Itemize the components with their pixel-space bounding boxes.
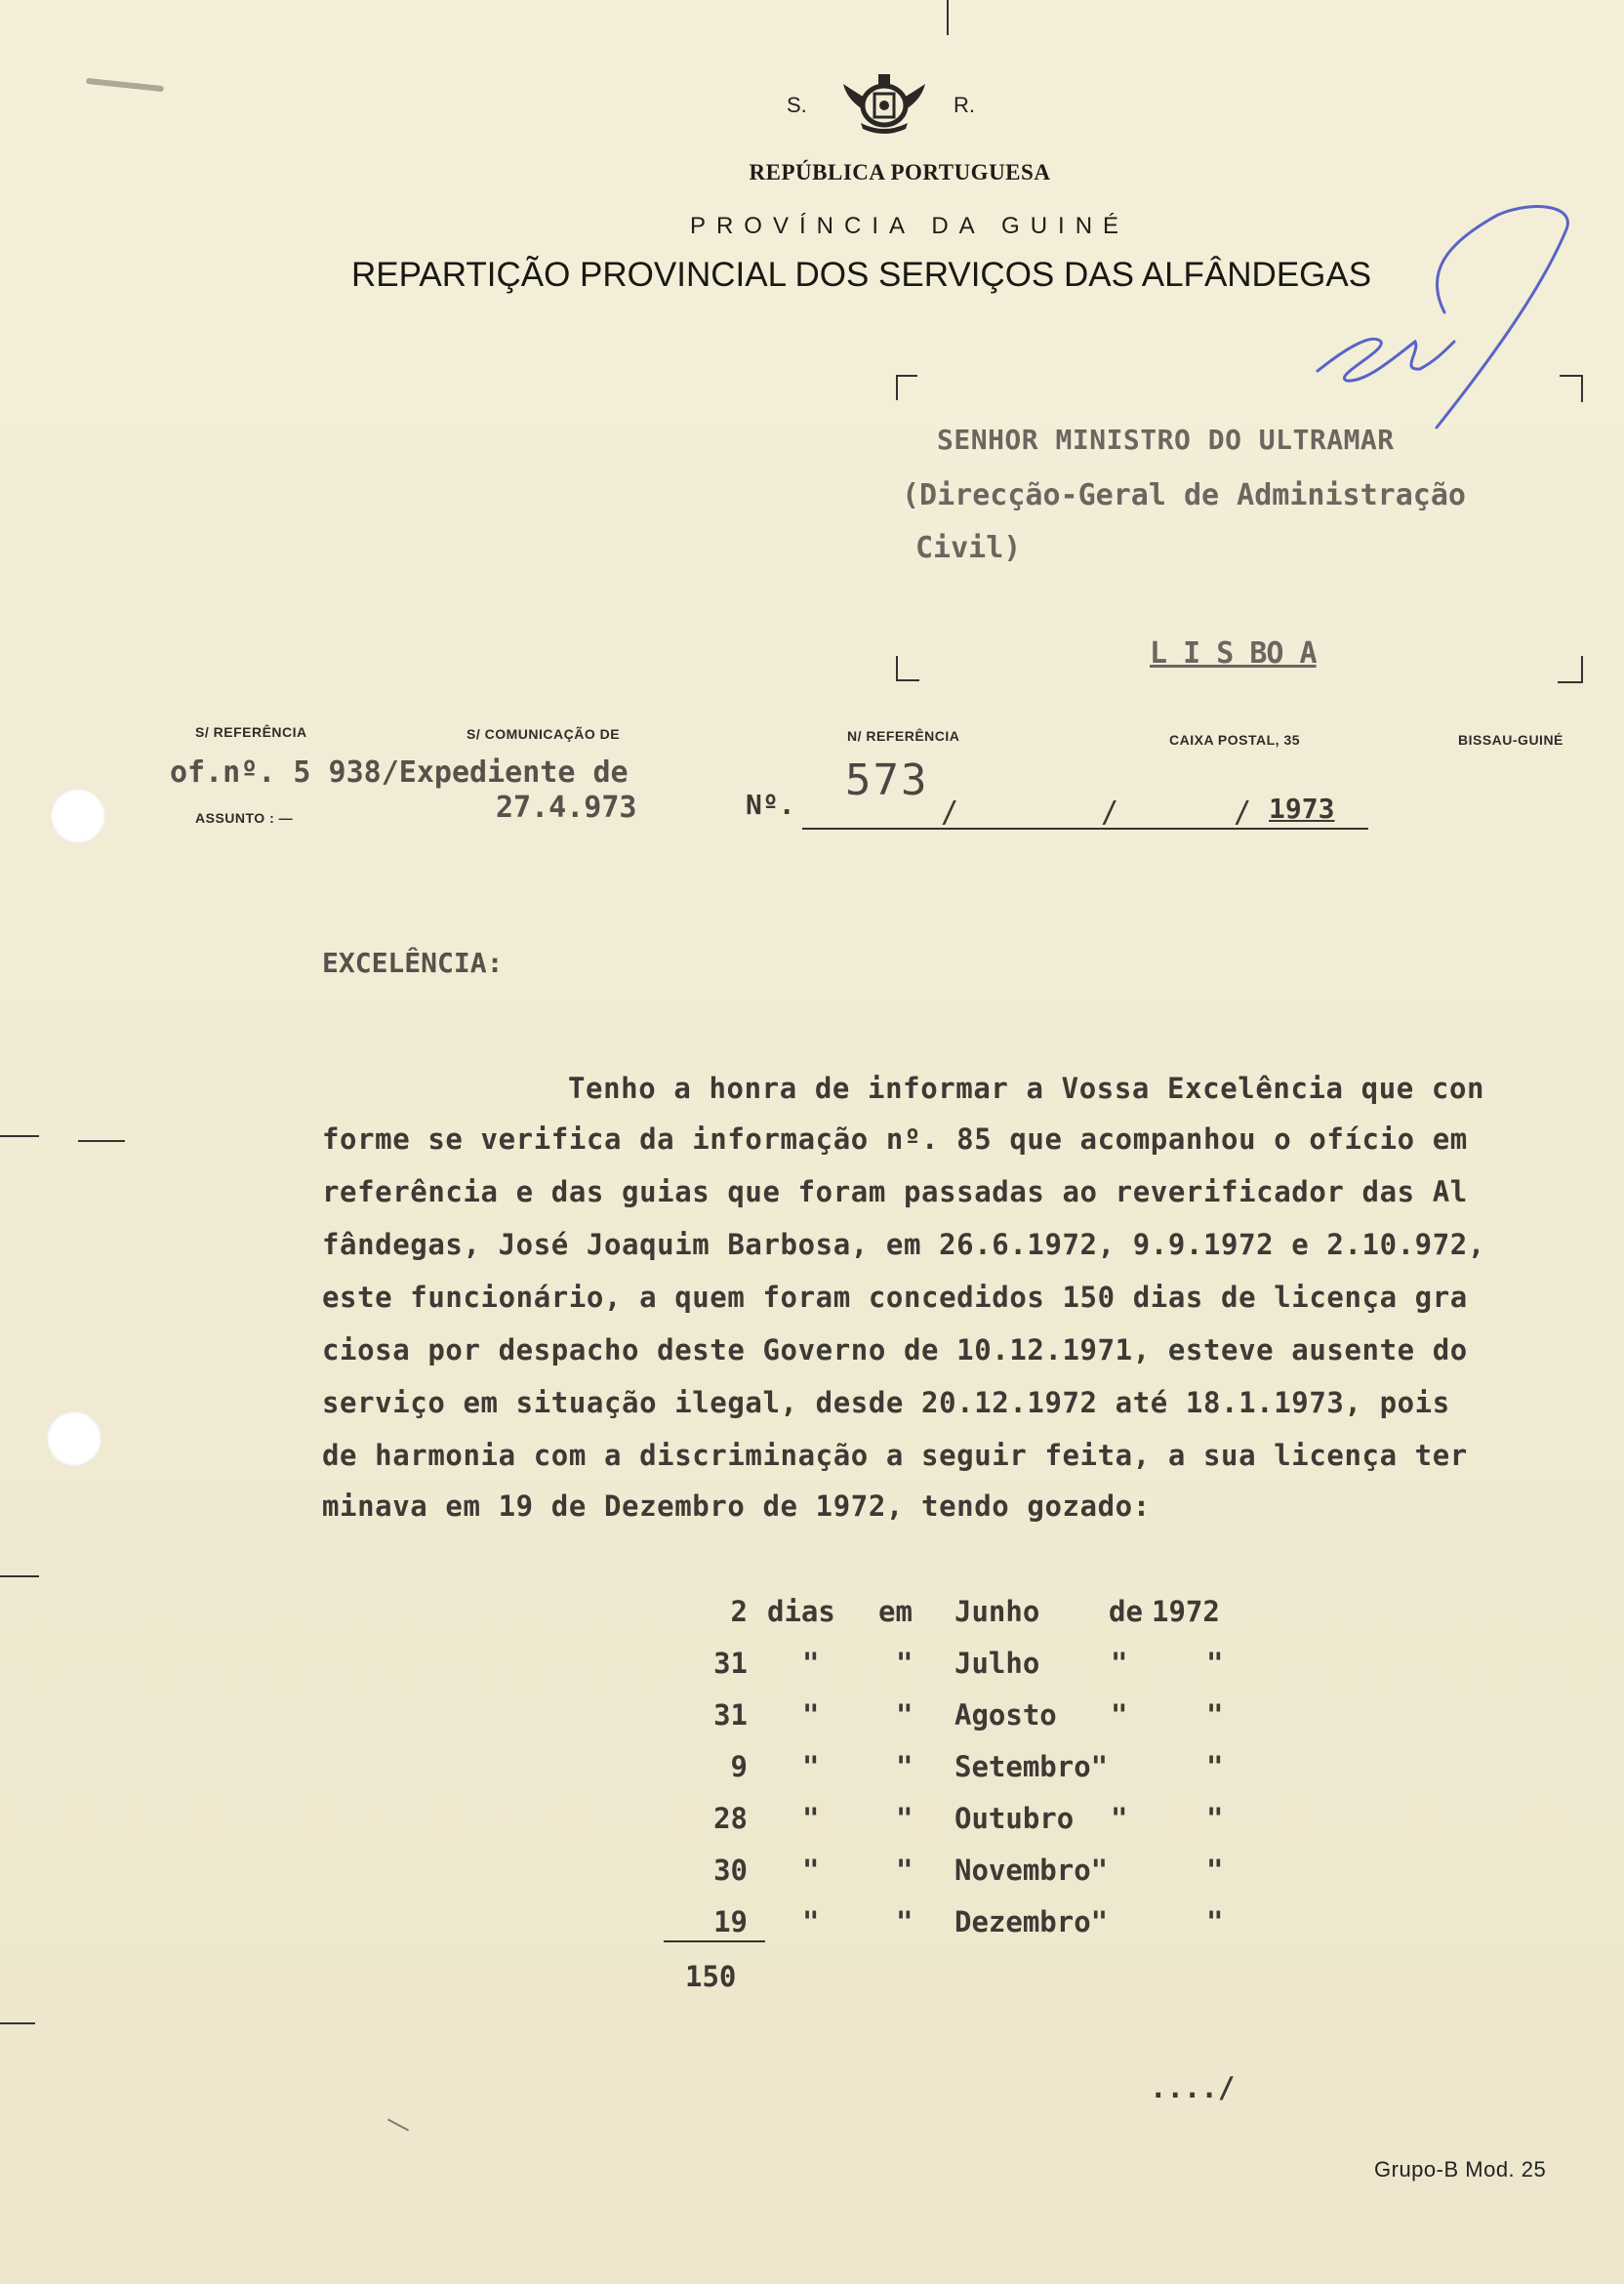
body-line: minava em 19 de Dezembro de 1972, tendo gozado: (322, 1489, 1151, 1523)
table-cell-unit: " (802, 1854, 820, 1887)
address-bracket-tr (1560, 375, 1583, 402)
table-cell-year: 1972 (1152, 1595, 1220, 1628)
your-reference-label: S/ REFERÊNCIA (195, 724, 307, 740)
letterhead-left-mark: S. (787, 93, 807, 117)
table-cell-year: " (1206, 1698, 1224, 1732)
table-cell-de: de (1109, 1595, 1143, 1628)
table-cell-prep: " (896, 1698, 914, 1732)
body-line: este funcionário, a quem foram concedidos 150 dias de licença gra (322, 1281, 1468, 1314)
punch-hole-bottom (47, 1411, 102, 1466)
table-cell-prep: " (896, 1905, 914, 1938)
smudge-mark (387, 2118, 409, 2131)
coat-of-arms-icon (837, 70, 931, 139)
body-line: referência e das guias que foram passadas ao reverificador das Al (322, 1175, 1468, 1208)
table-cell-days: 9 (730, 1750, 748, 1783)
postal-box-label: CAIXA POSTAL, 35 (1169, 732, 1301, 748)
address-bracket-br (1558, 656, 1583, 683)
handwritten-initials (1298, 195, 1581, 439)
table-cell-month: Agosto (954, 1698, 1057, 1732)
table-cell-unit: " (802, 1698, 820, 1732)
your-communication-label: S/ COMUNICAÇÃO DE (467, 726, 621, 742)
table-cell-year: " (1206, 1854, 1224, 1887)
table-cell-month: Outubro (954, 1802, 1075, 1835)
table-cell-year: " (1206, 1750, 1224, 1783)
addressee-city: L I S BO A (1150, 636, 1317, 671)
table-cell-days: 2 (730, 1595, 748, 1628)
table-cell-days: 31 (713, 1698, 748, 1732)
table-cell-de: " (1111, 1698, 1128, 1732)
table-cell-month: Dezembro" (954, 1905, 1109, 1938)
your-reference-value: of.nº. 5 938/Expediente de (170, 755, 629, 790)
place-label: BISSAU-GUINÉ (1458, 732, 1563, 748)
department-title: REPARTIÇÃO PROVINCIAL DOS SERVIÇOS DAS ALFÂNDEGAS (351, 256, 1372, 294)
table-cell-year: " (1206, 1647, 1224, 1680)
slash-separator: / (1234, 795, 1252, 830)
margin-fold-mark (0, 1135, 39, 1137)
table-cell-prep: " (896, 1802, 914, 1835)
salutation: EXCELÊNCIA: (322, 947, 504, 979)
letterhead-right-mark: R. (954, 93, 975, 117)
address-bracket-bl (896, 656, 919, 681)
addressee-line-3: Civil) (915, 531, 1022, 565)
body-line: fândegas, José Joaquim Barbosa, em 26.6.1972, 9.9.1972 e 2.10.972, (322, 1228, 1485, 1261)
our-reference-label: N/ REFERÊNCIA (847, 728, 960, 744)
continuation-mark: ..../ (1150, 2071, 1236, 2104)
form-code: Grupo-B Mod. 25 (1374, 2157, 1547, 2182)
table-cell-prep: em (878, 1595, 913, 1628)
body-line: Tenho a honra de informar a Vossa Excelência que con (568, 1072, 1485, 1105)
table-cell-unit: " (802, 1647, 820, 1680)
margin-fold-mark (0, 1575, 39, 1577)
table-cell-unit: " (802, 1905, 820, 1938)
body-line: ciosa por despacho deste Governo de 10.12.1971, esteve ausente do (322, 1333, 1468, 1366)
table-cell-unit: " (802, 1802, 820, 1835)
slash-separator: / (941, 795, 959, 830)
table-cell-de: " (1111, 1802, 1128, 1835)
addressee-line-1: SENHOR MINISTRO DO ULTRAMAR (937, 424, 1395, 456)
our-reference-prefix: Nº. (746, 789, 795, 821)
table-cell-month: Junho (954, 1595, 1040, 1628)
body-line: serviço em situação ilegal, desde 20.12.1972 até 18.1.1973, pois (322, 1386, 1450, 1419)
body-line: de harmonia com a discriminação a seguir feita, a sua licença ter (322, 1439, 1468, 1472)
table-cell-days: 31 (713, 1647, 748, 1680)
margin-fold-mark (78, 1140, 125, 1142)
table-cell-prep: " (896, 1750, 914, 1783)
body-line: forme se verifica da informação nº. 85 que acompanhou o ofício em (322, 1122, 1468, 1156)
margin-fold-mark (0, 2022, 35, 2024)
communication-date-value: 27.4.973 (496, 791, 637, 825)
top-center-mark (947, 0, 949, 35)
table-cell-days: 30 (713, 1854, 748, 1887)
table-cell-month: Novembro" (954, 1854, 1109, 1887)
table-cell-year: " (1206, 1905, 1224, 1938)
our-reference-year: 1973 (1269, 793, 1335, 825)
subject-label: ASSUNTO : — (195, 810, 294, 826)
smudge-mark (86, 78, 164, 92)
republic-title: REPÚBLICA PORTUGUESA (749, 160, 1051, 184)
table-cell-unit: " (802, 1750, 820, 1783)
days-total: 150 (685, 1960, 737, 1993)
sum-underline (664, 1940, 765, 1942)
punch-hole-top (51, 789, 105, 843)
addressee-line-2: (Direcção-Geral de Administração (902, 478, 1466, 512)
table-cell-year: " (1206, 1802, 1224, 1835)
table-cell-month: Julho (954, 1647, 1040, 1680)
table-cell-month: Setembro" (954, 1750, 1109, 1783)
table-cell-unit: dias (767, 1595, 835, 1628)
province-title: PROVÍNCIA DA GUINÉ (689, 213, 1130, 239)
table-cell-days: 19 (713, 1905, 748, 1938)
slash-separator: / (1101, 795, 1119, 830)
address-bracket-tl (896, 375, 917, 400)
table-cell-prep: " (896, 1854, 914, 1887)
our-reference-underline (802, 828, 1368, 830)
table-cell-prep: " (896, 1647, 914, 1680)
table-cell-de: " (1111, 1647, 1128, 1680)
table-cell-days: 28 (713, 1802, 748, 1835)
our-reference-number: 573 (845, 755, 929, 805)
